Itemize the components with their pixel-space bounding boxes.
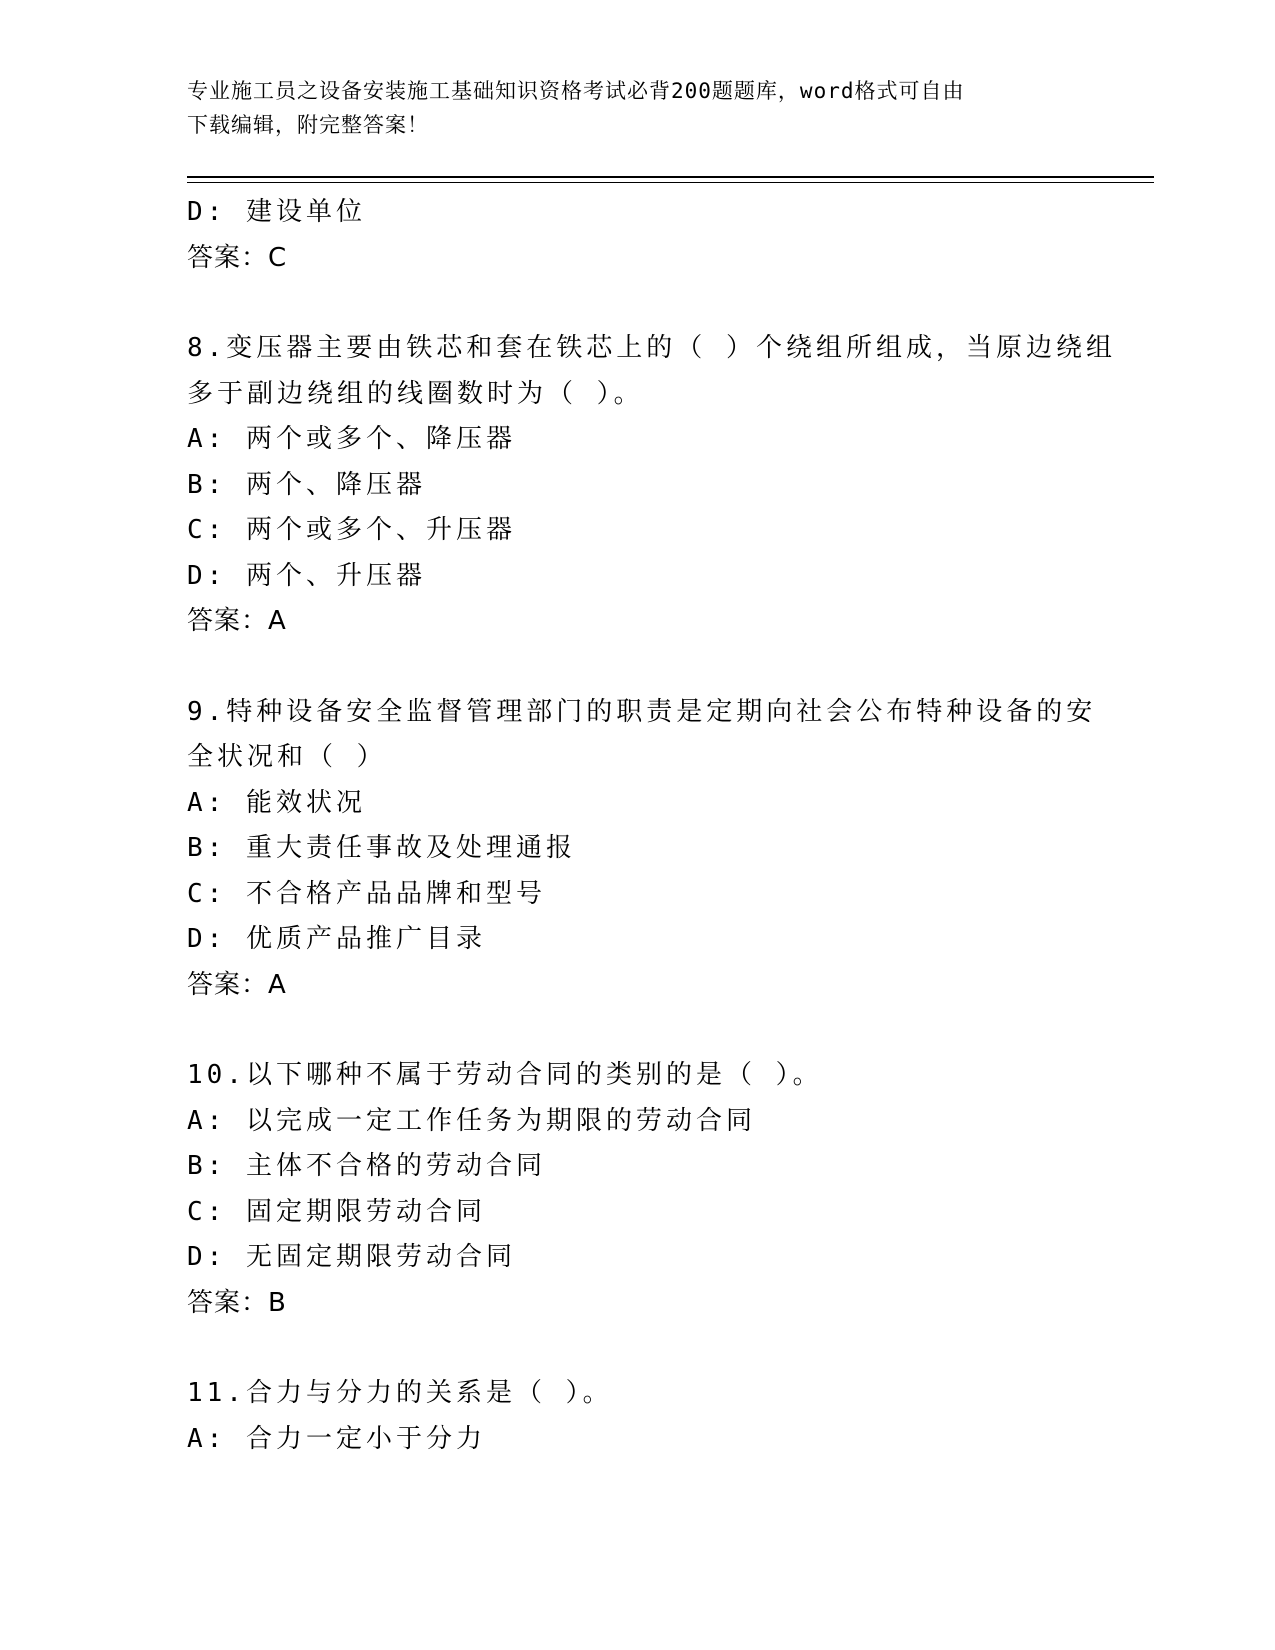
header-line-2: 下载编辑，附完整答案！ bbox=[187, 113, 429, 137]
option-d: D: 两个、升压器 bbox=[187, 560, 426, 591]
answer: 答案：B bbox=[187, 1287, 287, 1318]
question-stem: 8.变压器主要由铁芯和套在铁芯上的（ ）个绕组所组成，当原边绕组 bbox=[187, 333, 1116, 363]
option-b: B: 主体不合格的劳动合同 bbox=[187, 1151, 546, 1181]
question-stem: 9.特种设备安全监督管理部门的职责是定期向社会公布特种设备的安 bbox=[187, 696, 1097, 727]
option-d: D: 优质产品推广目录 bbox=[187, 924, 486, 954]
option-d: D: 建设单位 bbox=[187, 197, 366, 227]
option-b: B: 两个、降压器 bbox=[187, 469, 426, 500]
question-9 bbox=[187, 690, 1097, 1009]
question-list bbox=[187, 190, 1116, 1462]
answer: 答案：A bbox=[187, 606, 287, 636]
header-line-1: 专业施工员之设备安装施工基础知识资格考试必背200题题库，word格式可自由 bbox=[187, 79, 965, 103]
option-a: A: 合力一定小于分力 bbox=[187, 1423, 486, 1454]
question-11 bbox=[187, 1371, 1087, 1462]
option-a: A: 两个或多个、降压器 bbox=[187, 424, 516, 454]
option-a: A: 以完成一定工作任务为期限的劳动合同 bbox=[187, 1105, 756, 1136]
question-stem: 全状况和（ ） bbox=[187, 742, 387, 772]
option-d: D: 无固定期限劳动合同 bbox=[187, 1242, 516, 1272]
option-c: C: 不合格产品品牌和型号 bbox=[187, 878, 546, 909]
header-divider-thin bbox=[187, 182, 1154, 183]
question-10 bbox=[187, 1053, 1087, 1326]
question-stem: 11.合力与分力的关系是（ ）。 bbox=[187, 1378, 613, 1408]
question-stem: 多于副边绕组的线圈数时为（ ）。 bbox=[187, 378, 644, 409]
option-c: C: 两个或多个、升压器 bbox=[187, 515, 516, 545]
header-divider-thick bbox=[187, 176, 1154, 178]
document-header bbox=[187, 74, 1077, 142]
question-stem: 10.以下哪种不属于劳动合同的类别的是（ ）。 bbox=[187, 1060, 823, 1090]
answer: 答案：C bbox=[187, 242, 288, 273]
option-c: C: 固定期限劳动合同 bbox=[187, 1196, 486, 1227]
option-a: A: 能效状况 bbox=[187, 787, 366, 818]
answer: 答案：A bbox=[187, 969, 287, 1000]
question-8 bbox=[187, 326, 1116, 645]
option-b: B: 重大责任事故及处理通报 bbox=[187, 833, 576, 863]
